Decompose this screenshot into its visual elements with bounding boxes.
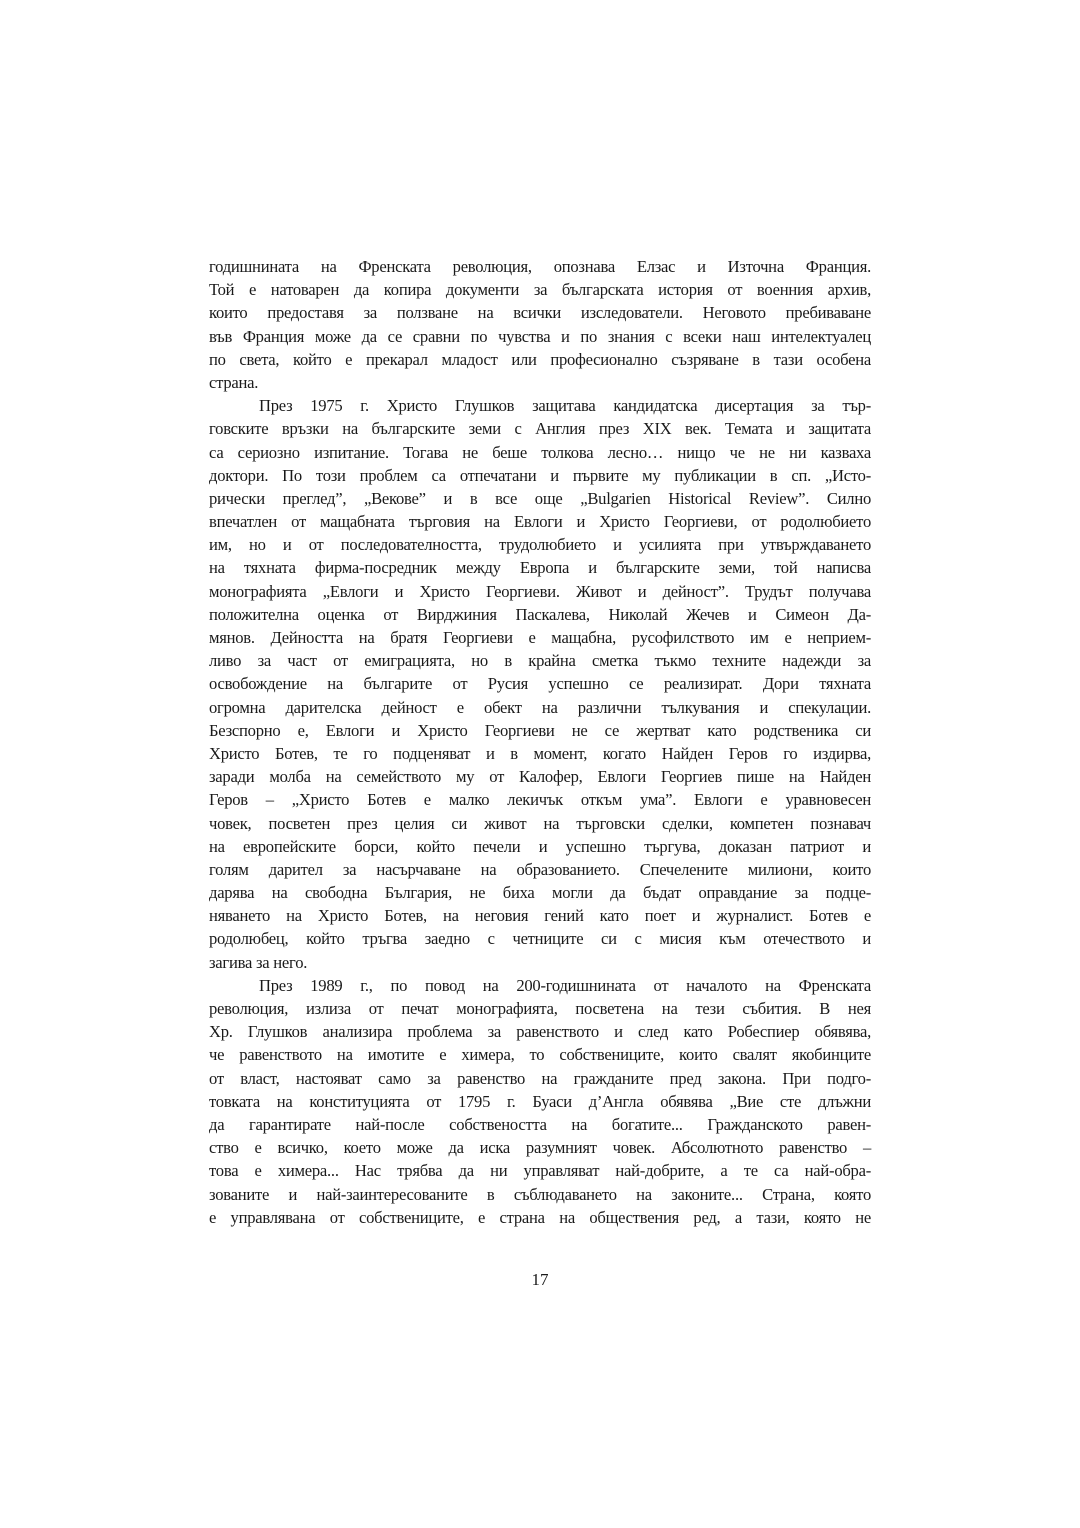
body-text: [209, 255, 871, 1229]
text-line: човек, посветен през целия си живот на търговски сделки, компетен познавач: [209, 813, 871, 833]
text-line: рически преглед”, „Векове” и в все още „Bulgarien Historical Review”. Силно: [209, 488, 871, 508]
text-line: по света, който е прекарал младост или професионално съзряване в тази особена: [209, 349, 871, 369]
text-line: зованите и най-заинтересованите в съблюдаването на законите... Страна, която: [209, 1184, 871, 1204]
text-line: на тяхната фирма-посредник между Европа и българските земи, той написва: [209, 558, 871, 578]
text-line: заради молба на семейството му от Калофер, Евлоги Георгиев пише на Найден: [209, 767, 871, 787]
text-line: дарява на свободна България, не биха могли да бъдат оправдание за подце-: [209, 883, 871, 903]
text-line: огромна дарителска дейност е обект на различни тълкувания и спекулации.: [209, 697, 871, 717]
text-line: страна.: [209, 372, 259, 392]
text-line: това е химера... Нас трябва да ни управляват най-добрите, а те са най-обра-: [209, 1161, 871, 1181]
text-line: ливо за част от емиграцията, но в крайна сметка тъкмо техните надежди за: [209, 651, 871, 671]
text-line: През 1989 г., по повод на 200-годишнината от началото на Френската: [259, 975, 871, 995]
text-line: Той е натоварен да копира документи за българската история от военния архив,: [209, 280, 871, 300]
text-line: ство е всичко, което може да иска разумният човек. Абсолютното равенство –: [209, 1138, 871, 1158]
text-line: е управлявана от собствениците, е страна на обществения ред, а тази, която не: [209, 1207, 871, 1227]
text-line: говските връзки на българските земи с Англия през XIX век. Темата и защитата: [209, 419, 871, 439]
text-line: че равенството на имотите е химера, то собствениците, които свалят якобинците: [209, 1045, 871, 1065]
paragraph: [209, 394, 871, 974]
text-line: няването на Христо Ботев, на неговия гений като поет и журналист. Ботев е: [209, 906, 871, 926]
paragraph: [209, 255, 871, 394]
text-line: Геров – „Христо Ботев е малко лекичък откъм ума”. Евлоги е уравновесен: [209, 790, 871, 810]
text-line: голям дарител за насърчаване на образованието. Спечелените милиони, които: [209, 859, 871, 879]
text-line: Безспорно е, Евлоги и Христо Георгиеви не се жертват като родственика си: [209, 720, 871, 740]
text-line: във Франция може да се сравни по чувства и по знания с всеки наш интелектуалец: [209, 326, 871, 346]
text-line: мянов. Дейността на братя Георгиеви е мащабна, русофилството им е неприем-: [209, 628, 871, 647]
paragraph: [209, 974, 871, 1229]
text-line: от власт, настояват само за равенство на гражданите пред закона. При подго-: [209, 1068, 871, 1088]
text-line: Хр. Глушков анализира проблема за равенството и след като Робеспиер обявява,: [209, 1022, 871, 1042]
text-line: монографията „Евлоги и Христо Георгиеви. Живот и дейност”. Трудът получава: [209, 581, 871, 601]
text-line: товката на конституцията от 1795 г. Буаси д’Англа обявява „Вие сте длъжни: [209, 1091, 871, 1111]
text-line: революция, излиза от печат монографията, посветена на тези събития. В нея: [209, 999, 871, 1018]
text-line: впечатлен от мащабната търговия на Евлоги и Христо Георгиеви, от родолюбието: [209, 512, 871, 532]
text-line: Христо Ботев, те го подценяват и в момент, когато Найден Геров го издирва,: [209, 743, 871, 763]
text-line: доктори. По този проблем са отпечатани и първите му публикации в сп. „Исто-: [209, 465, 871, 485]
text-line: им, но и от последователността, трудолюбието и усилията при утвърждаването: [209, 535, 871, 555]
text-line: положителна оценка от Вирджиния Паскалева, Николай Жечев и Симеон Да-: [209, 604, 871, 624]
text-line: загива за него.: [209, 952, 308, 972]
page-number: 17: [531, 1270, 549, 1289]
text-line: на европейските борси, който печели и успешно търгува, доказан патриот и: [209, 836, 871, 856]
text-line: да гарантирате най-после собствеността на богатите... Гражданското равен-: [209, 1114, 871, 1134]
text-line: годишнината на Френската революция, опознава Елзас и Източна Франция.: [209, 257, 871, 276]
text-line: През 1975 г. Христо Глушков защитава кандидатска дисертация за тър-: [259, 396, 871, 416]
text-line: са сериозно изпитание. Тогава не беше толкова лесно… нищо че не ни казваха: [209, 442, 871, 462]
text-line: освобождение на българите от Русия успешно се реализират. Дори тяхната: [209, 674, 871, 694]
text-line: които предоставя за ползване на всички изследователи. Неговото пребиваване: [209, 303, 871, 323]
text-line: родолюбец, който тръгва заедно с четниците си с мисия към отечеството и: [209, 929, 871, 949]
